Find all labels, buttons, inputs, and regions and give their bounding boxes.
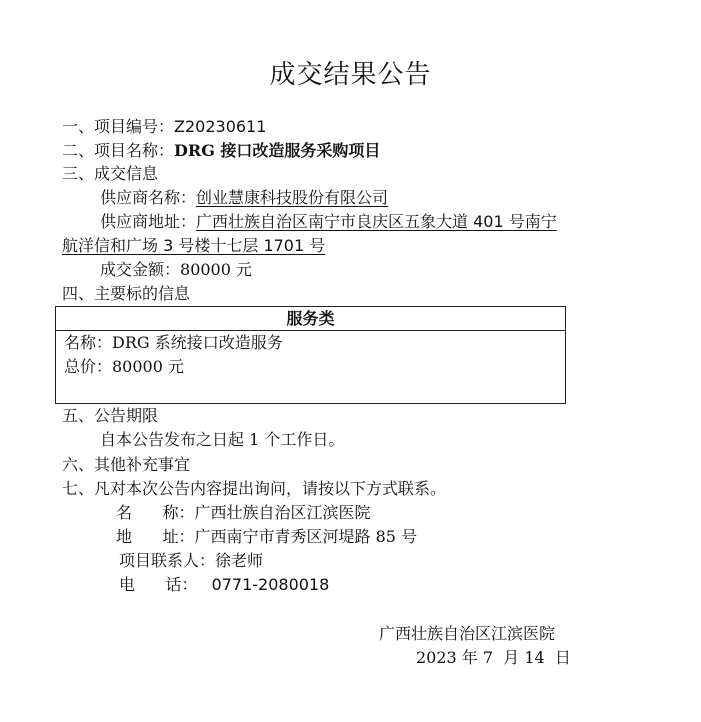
- deal-amount-row: [100, 259, 252, 281]
- signature-date: 2023 年 7 月 14 日: [416, 648, 571, 667]
- project-name-label: 二、项目名称：: [62, 141, 175, 160]
- notice-period-heading: 五、公告期限: [62, 406, 159, 425]
- project-number-label: 一、项目编号：: [62, 117, 175, 136]
- supplier-name-row: [100, 187, 388, 209]
- main-bid-table-header: 服务类: [56, 307, 565, 331]
- project-number-row: [62, 116, 266, 138]
- main-bid-price: 总价：80000 元: [64, 357, 184, 376]
- main-bid-heading: 四、主要标的信息: [62, 284, 191, 303]
- contact-person-row: [119, 550, 263, 572]
- supplier-name-value: 创业慧康科技股份有限公司: [196, 188, 389, 207]
- contact-name-row: [116, 502, 371, 524]
- main-bid-name: 名称：DRG 系统接口改造服务: [64, 333, 283, 352]
- contact-name-label: 名 称：: [116, 503, 195, 522]
- contact-phone-label: 电 话：: [119, 575, 198, 594]
- contact-person-value: 徐老师: [215, 551, 264, 570]
- supplier-name-label: 供应商名称：: [100, 188, 197, 207]
- supplier-address-label: 供应商地址：: [100, 212, 197, 231]
- project-number-value: Z20230611: [174, 117, 267, 136]
- deal-amount-value: 80000 元: [180, 260, 253, 279]
- project-name-value: DRG 接口改造服务采购项目: [174, 141, 381, 160]
- contact-phone-value: 0771-2080018: [211, 575, 330, 594]
- main-bid-table: [55, 306, 566, 404]
- deal-info-heading: 三、成交信息: [62, 164, 159, 183]
- page-title: 成交结果公告: [269, 60, 432, 90]
- supplier-address-line2: 航洋信和广场 3 号楼十七层 1701 号: [62, 236, 326, 255]
- supplier-address-line1: 广西壮族自治区南宁市良庆区五象大道 401 号南宁: [196, 212, 557, 231]
- contact-address-value: 广西南宁市青秀区河堤路 85 号: [194, 527, 418, 546]
- contact-address-row: [116, 526, 417, 548]
- project-name-row: [62, 140, 380, 162]
- contact-address-label: 地 址：: [116, 527, 195, 546]
- other-heading: 六、其他补充事宜: [62, 455, 191, 474]
- supplier-address-row: [100, 211, 557, 233]
- contact-phone-row: [119, 574, 329, 596]
- deal-amount-label: 成交金额：: [100, 260, 181, 279]
- notice-period-text: 自本公告发布之日起 1 个工作日。: [100, 430, 345, 449]
- contact-name-value: 广西壮族自治区江滨医院: [194, 503, 371, 522]
- contact-heading: 七、凡对本次公告内容提出询问，请按以下方式联系。: [62, 479, 447, 498]
- signature-org: 广西壮族自治区江滨医院: [379, 624, 556, 643]
- contact-person-label: 项目联系人：: [119, 551, 216, 570]
